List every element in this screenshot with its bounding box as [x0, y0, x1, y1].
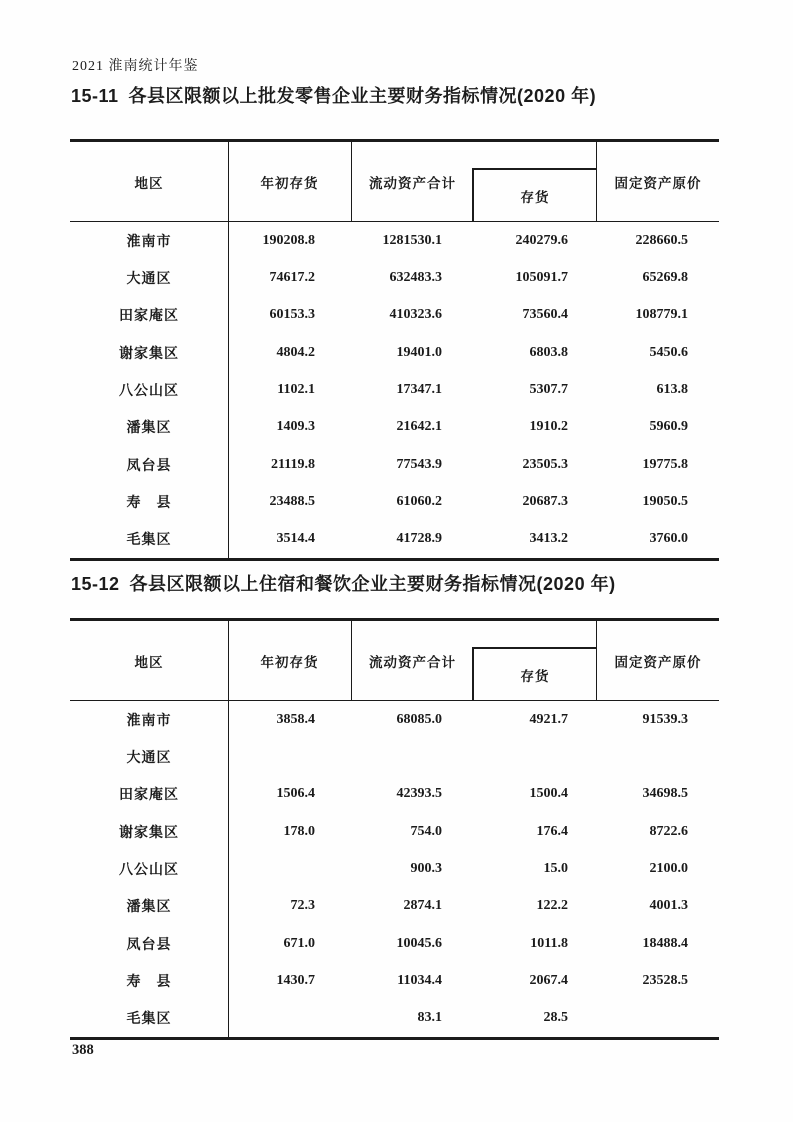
- value-cell: 190208.8: [262, 232, 315, 248]
- table-row: [70, 962, 719, 999]
- table-row: [70, 776, 719, 813]
- value-cell: 23488.5: [269, 493, 315, 509]
- region-cell: 谢家集区: [119, 825, 179, 841]
- value-cell: 632483.3: [389, 269, 442, 285]
- column-header-current-assets-group: [352, 142, 597, 221]
- value-cell: 19401.0: [396, 344, 442, 360]
- column-header-current-assets: 流动资产合计: [369, 654, 456, 670]
- value-cell: 671.0: [283, 935, 315, 951]
- column-header-inventory-label: 存货: [520, 668, 550, 684]
- value-cell: 2067.4: [529, 972, 568, 988]
- value-cell: 6803.8: [529, 344, 568, 360]
- table-row: [70, 701, 719, 738]
- column-header-fixed-assets: [597, 142, 719, 221]
- region-cell: 毛集区: [126, 533, 172, 549]
- value-cell: 68085.0: [396, 711, 442, 727]
- table-row: [70, 888, 719, 925]
- value-cell: 65269.8: [642, 269, 688, 285]
- value-cell: 228660.5: [635, 232, 688, 248]
- value-cell: 10045.6: [396, 935, 442, 951]
- column-header-inventory-label: 存货: [520, 189, 550, 205]
- value-cell: 4921.7: [529, 711, 568, 727]
- value-cell: 5960.9: [649, 419, 688, 435]
- value-cell: 20687.3: [522, 493, 568, 509]
- table-row: [70, 297, 719, 334]
- table-15-12-title: [71, 570, 616, 596]
- value-cell: 178.0: [283, 823, 315, 839]
- value-cell: 1500.4: [529, 786, 568, 802]
- table-row: [70, 371, 719, 408]
- value-cell: 900.3: [410, 860, 442, 876]
- value-cell: 23528.5: [642, 972, 688, 988]
- value-cell: 19775.8: [642, 456, 688, 472]
- value-cell: 2874.1: [403, 898, 442, 914]
- column-header-begin-inventory: [228, 142, 352, 221]
- value-cell: 1011.8: [530, 935, 568, 951]
- value-cell: 23505.3: [522, 456, 568, 472]
- region-cell: 凤台县: [126, 937, 172, 953]
- table-row: [70, 850, 719, 887]
- region-column-divider: [228, 621, 229, 1037]
- column-header-region-label: 地区: [134, 654, 164, 670]
- region-cell: 谢家集区: [119, 346, 179, 362]
- value-cell: 42393.5: [396, 786, 442, 802]
- running-header: 2021 淮南统计年鉴: [72, 59, 199, 74]
- value-cell: 72.3: [290, 898, 315, 914]
- region-cell: 田家庵区: [119, 309, 179, 325]
- table-15-11: [70, 139, 719, 561]
- value-cell: 3514.4: [276, 531, 315, 547]
- column-header-begin-inventory-label: 年初存货: [260, 175, 319, 191]
- table-row: [70, 1000, 719, 1037]
- value-cell: 2100.0: [649, 860, 688, 876]
- value-cell: 83.1: [417, 1010, 442, 1026]
- column-header-fixed-assets-label: 固定资产原价: [614, 654, 702, 670]
- value-cell: 240279.6: [515, 232, 568, 248]
- region-cell: 寿 县: [126, 495, 172, 511]
- table-row: [70, 521, 719, 558]
- value-cell: 21642.1: [396, 419, 442, 435]
- region-cell: 寿 县: [126, 974, 172, 990]
- table-row: [70, 222, 719, 259]
- value-cell: 8722.6: [649, 823, 688, 839]
- table-row: [70, 334, 719, 371]
- region-cell: 潘集区: [126, 421, 172, 437]
- table-row: [70, 925, 719, 962]
- value-cell: 61060.2: [396, 493, 442, 509]
- value-cell: 77543.9: [396, 456, 442, 472]
- value-cell: 3760.0: [649, 531, 688, 547]
- column-header-begin-inventory: [228, 621, 352, 700]
- table-row: [70, 409, 719, 446]
- value-cell: 28.5: [543, 1010, 568, 1026]
- value-cell: 122.2: [536, 898, 568, 914]
- region-cell: 大通区: [126, 271, 172, 287]
- value-cell: 60153.3: [269, 307, 315, 323]
- value-cell: 1506.4: [276, 786, 315, 802]
- value-cell: 15.0: [543, 860, 568, 876]
- table-15-12-header: [70, 621, 719, 701]
- value-cell: 91539.3: [642, 711, 688, 727]
- region-cell: 田家庵区: [119, 788, 179, 804]
- value-cell: 5450.6: [649, 344, 688, 360]
- value-cell: 1281530.1: [382, 232, 442, 248]
- value-cell: 19050.5: [642, 493, 688, 509]
- page-number: 388: [72, 1042, 94, 1058]
- value-cell: 410323.6: [389, 307, 442, 323]
- column-header-current-assets-group: [352, 621, 597, 700]
- value-cell: 3413.2: [529, 531, 568, 547]
- value-cell: 21119.8: [271, 456, 315, 472]
- value-cell: 1910.2: [529, 419, 568, 435]
- table-15-12: [70, 618, 719, 1040]
- column-header-current-assets: 流动资产合计: [369, 175, 456, 191]
- column-header-begin-inventory-label: 年初存货: [260, 654, 319, 670]
- column-header-inventory: [472, 647, 596, 700]
- region-cell: 淮南市: [126, 234, 172, 250]
- value-cell: 73560.4: [522, 307, 568, 323]
- value-cell: 1102.1: [277, 381, 315, 397]
- value-cell: 105091.7: [515, 269, 568, 285]
- value-cell: 34698.5: [642, 786, 688, 802]
- table-15-12-body: [70, 701, 719, 1037]
- table-row: [70, 738, 719, 775]
- column-header-region: [70, 621, 228, 700]
- table-15-12-title-text: 各县区限额以上住宿和餐饮企业主要财务指标情况(2020 年): [129, 574, 616, 594]
- column-header-region: [70, 142, 228, 221]
- region-cell: 凤台县: [126, 458, 172, 474]
- value-cell: 4804.2: [276, 344, 315, 360]
- table-15-11-header: [70, 142, 719, 222]
- region-cell: 淮南市: [126, 713, 172, 729]
- value-cell: 754.0: [410, 823, 442, 839]
- value-cell: 1409.3: [276, 419, 315, 435]
- column-header-inventory: [472, 168, 596, 221]
- value-cell: 41728.9: [396, 531, 442, 547]
- value-cell: 1430.7: [276, 972, 315, 988]
- region-cell: 毛集区: [126, 1012, 172, 1028]
- table-15-12-number: 15-12: [71, 574, 120, 594]
- table-row: [70, 483, 719, 520]
- value-cell: 18488.4: [642, 935, 688, 951]
- region-cell: 大通区: [126, 750, 172, 766]
- table-row: [70, 446, 719, 483]
- value-cell: 11034.4: [397, 972, 442, 988]
- value-cell: 108779.1: [635, 307, 688, 323]
- table-15-11-title: [71, 82, 596, 108]
- value-cell: 74617.2: [269, 269, 315, 285]
- value-cell: 3858.4: [276, 711, 315, 727]
- region-column-divider: [228, 142, 229, 558]
- column-header-region-label: 地区: [134, 175, 164, 191]
- table-row: [70, 259, 719, 296]
- value-cell: 613.8: [656, 381, 688, 397]
- value-cell: 17347.1: [396, 381, 442, 397]
- table-15-11-number: 15-11: [71, 86, 119, 106]
- column-header-fixed-assets: [597, 621, 719, 700]
- region-cell: 潘集区: [126, 900, 172, 916]
- table-15-11-title-text: 各县区限额以上批发零售企业主要财务指标情况(2020 年): [128, 86, 597, 106]
- column-header-fixed-assets-label: 固定资产原价: [614, 175, 702, 191]
- region-cell: 八公山区: [119, 383, 179, 399]
- table-row: [70, 813, 719, 850]
- value-cell: 5307.7: [529, 381, 568, 397]
- value-cell: 176.4: [536, 823, 568, 839]
- region-cell: 八公山区: [119, 862, 179, 878]
- value-cell: 4001.3: [649, 898, 688, 914]
- table-15-11-body: [70, 222, 719, 558]
